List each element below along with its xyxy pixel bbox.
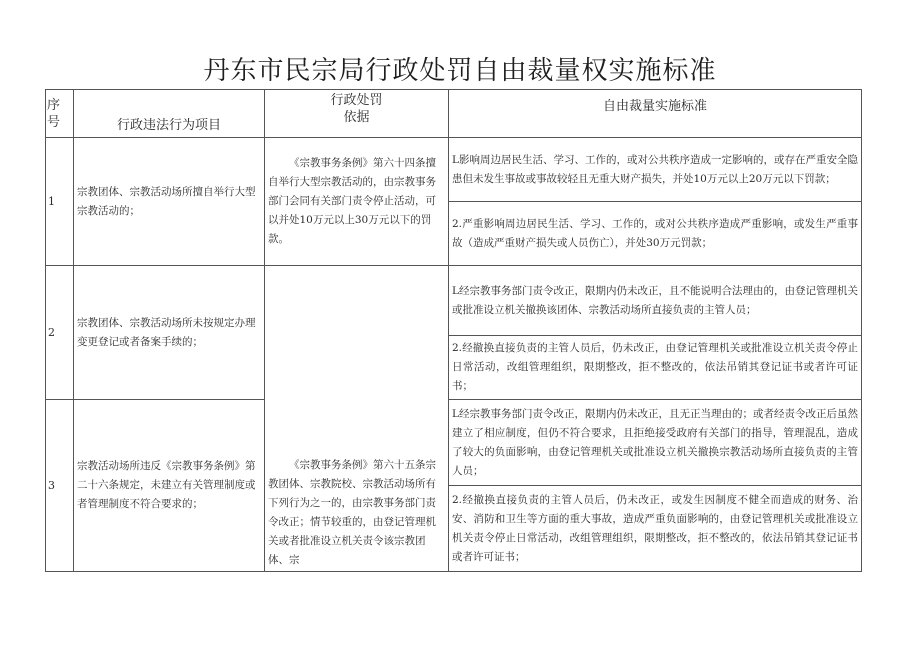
header-basis [265, 90, 449, 138]
row-1-seq: 1 [46, 138, 74, 266]
row-1-basis-text: 《宗教事务条例》第六十四条擅自举行大型宗教活动的，由宗教事务部门会同有关部门责令停止活动，可以并处10万元以上30万元以下的罚款。 [268, 157, 436, 245]
row-3-standard-2: 2.经撤换直接负责的主管人员后，仍未改正，或发生因制度不健全而造成的财务、治安、消防和卫生等方面的重大事故，造成严重负面影响的，由登记管理机关或批准设立机关责令停止日常活动，改组管理组织，限期整改，拒不整改的，依法吊销其登记证书或者许可证书； [449, 486, 862, 572]
row-2-3-basis [265, 266, 449, 572]
header-item: 行政违法行为项目 [74, 90, 265, 138]
row-1-item: 宗教团体、宗教活动场所擅自举行大型宗教活动的； [74, 138, 265, 266]
row-1-standard-2: 2.严重影响周边居民生活、学习、工作的，或对公共秩序造成严重影响，或发生严重事故（造成严重财产损失或人员伤亡），并处30万元罚款； [449, 202, 862, 266]
header-seq-line2: 号 [47, 114, 61, 130]
table-row [46, 400, 862, 486]
header-seq [46, 90, 74, 138]
row-3-item: 宗教活动场所违反《宗教事务条例》第二十六条规定，未建立有关管理制度或者管理制度不符合要求的； [74, 400, 265, 572]
row-2-seq: 2 [46, 266, 74, 400]
row-2-item: 宗教团体、宗教活动场所未按规定办理变更登记或者备案手续的； [74, 266, 265, 400]
row-2-standard-1: L经宗教事务部门责令改正，限期内仍未改正，且不能说明合法理由的，由登记管理机关或批准设立机关撤换该团体、宗教活动场所直接负责的主管人员； [449, 266, 862, 336]
row-1-basis [265, 138, 449, 266]
header-basis-line2: 依据 [343, 110, 370, 125]
table-header-row [46, 90, 862, 138]
row-3-standard-1: L经宗教事务部门责令改正，限期内仍未改正，且无正当理由的；或者经责令改正后虽然建立了相应制度，但仍不符合要求，且拒绝接受政府有关部门的指导，管理混乱，造成了较大的负面影响，由登记管理机关或批准设立机关撤换宗教活动场所直接负责的主管人员； [449, 400, 862, 486]
row-2-3-basis-text: 《宗教事务条例》第六十五条宗教团体、宗教院校、宗教活动场所有下列行为之一的，由宗教事务部门责令改正；情节较重的，由登记管理机关或者批准设立机关责令该宗教团体、宗 [268, 459, 436, 566]
standards-table [45, 89, 862, 572]
page-title: 丹东市民宗局行政处罚自由裁量权实施标准 [203, 56, 717, 86]
row-1-standard-1: L影响周边居民生活、学习、工作的，或对公共秩序造成一定影响的，或存在严重安全隐患但未发生事故或事故较轻且无重大财产损失，并处10万元以上20万元以下罚款； [449, 138, 862, 202]
table-row [46, 138, 862, 202]
header-standard: 自由裁量实施标准 [449, 90, 862, 138]
header-seq-line1: 序 [47, 97, 61, 113]
row-3-seq: 3 [46, 400, 74, 572]
header-basis-line1: 行政处罚 [330, 93, 383, 108]
row-2-standard-2: 2.经撤换直接负责的主管人员后，仍未改正，由登记管理机关或批准设立机关责令停止日常活动，改组管理组织，限期整改，拒不整改的，依法吊销其登记证书或者许可证书； [449, 336, 862, 400]
table-row [46, 266, 862, 336]
